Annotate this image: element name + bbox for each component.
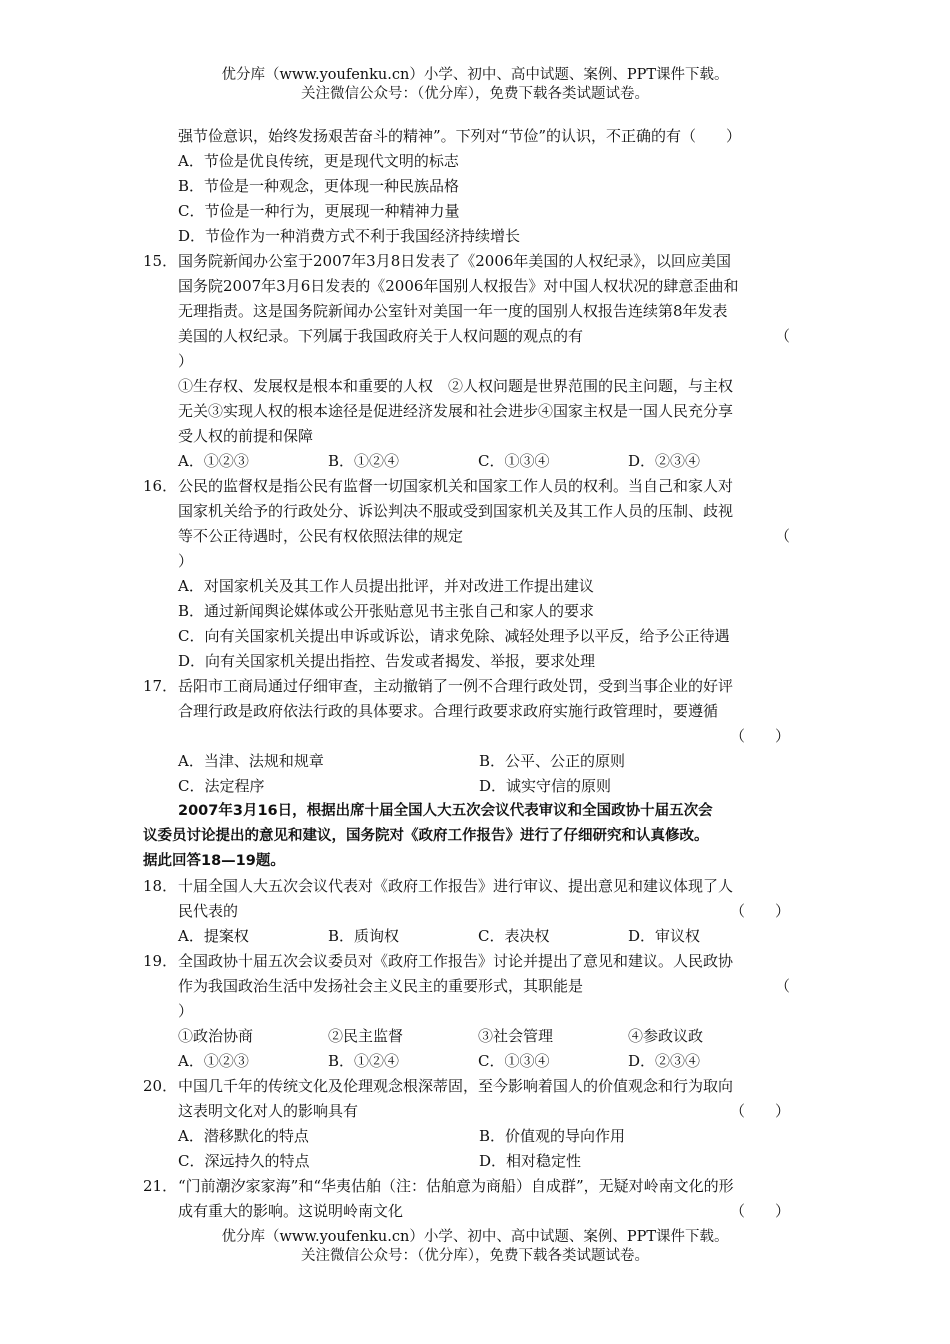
q19-statement: ④参政议政 xyxy=(628,1027,704,1045)
q17-option-a: A．当津、法规和规章 xyxy=(178,752,324,770)
q20-option-d: D．相对稳定性 xyxy=(479,1152,582,1170)
footer-line-1: 优分库（www.youfenku.cn）小学、初中、高中试题、案例、PPT课件下载。 xyxy=(221,1229,729,1245)
q14-option-a: A．节俭是优良传统，更是现代文明的标志 xyxy=(178,152,459,170)
q15-stem-line: 15．国务院新闻办公室于2007年3月8日发表了《2006年美国的人权纪录》，以回应美国 xyxy=(143,249,808,274)
answer-paren: （ ） xyxy=(729,1202,790,1220)
q21-stem-line: 21．“门前潮汐家家海”和“华夷估舶（注：估舶意为商船）自成群”，无疑对岭南文化的形 xyxy=(143,1174,808,1199)
q19-option-b: B．①②④ xyxy=(328,1052,400,1070)
question-number: 19． xyxy=(143,952,178,970)
q20-option-a: A．潜移默化的特点 xyxy=(178,1127,309,1145)
header-line-1: 优分库（www.youfenku.cn）小学、初中、高中试题、案例、PPT课件下载。 xyxy=(221,67,729,83)
page-footer xyxy=(0,1228,950,1266)
q16-stem-line: 等不公正待遇时，公民有权依照法律的规定 （ xyxy=(143,524,808,549)
q15-stem-line: 美国的人权纪录。下列属于我国政府关于人权问题的观点的有 （ xyxy=(143,324,808,349)
question-number: 15． xyxy=(143,252,178,270)
answer-paren: （ ） xyxy=(729,902,790,920)
answer-paren: （ xyxy=(774,327,790,345)
q16-option-d: D．向有关国家机关提出指控、告发或者揭发、举报，要求处理 xyxy=(178,652,596,670)
q17-options-row xyxy=(143,774,808,799)
q16-option-c: C．向有关国家机关提出申诉或诉讼，请求免除、减轻处理予以平反，给予公正待遇 xyxy=(178,627,730,645)
q18-option-a: A．提案权 xyxy=(178,927,249,945)
q18-option-b: B．质询权 xyxy=(328,927,400,945)
q15-stem-line: 国务院2007年3月6日发表的《2006年国别人权报告》对中国人权状况的肆意歪曲和 xyxy=(178,277,739,295)
q20-option-c: C．深远持久的特点 xyxy=(178,1152,310,1170)
material-text: 据此回答18—19题。 xyxy=(143,853,285,869)
q21-stem-line: 成有重大的影响。这说明岭南文化 （ ） xyxy=(143,1199,808,1224)
q17-options-row xyxy=(143,749,808,774)
q15-option-d: D．②③④ xyxy=(628,452,701,470)
q15-option-c: C．①③④ xyxy=(478,452,550,470)
q15-option-a: A．①②③ xyxy=(178,452,249,470)
q17-stem-line: 合理行政是政府依法行政的具体要求。合理行政要求政府实施行政管理时，要遵循 xyxy=(178,702,719,720)
answer-paren: （ ） xyxy=(729,1102,790,1120)
question-number: 20． xyxy=(143,1077,178,1095)
q19-stem-line: 19．全国政协十届五次会议委员对《政府工作报告》讨论并提出了意见和建议。人民政协 xyxy=(143,949,808,974)
q18-option-c: C．表决权 xyxy=(478,927,550,945)
q18-stem-line: 18．十届全国人大五次会议代表对《政府工作报告》进行审议、提出意见和建议体现了人 xyxy=(143,874,808,899)
q17-option-c: C．法定程序 xyxy=(178,777,265,795)
answer-paren: （ xyxy=(774,527,790,545)
material-text: 2007年3月16日，根据出席十届全国人大五次会议代表审议和全国政协十届五次会 xyxy=(178,803,713,819)
q19-option-c: C．①③④ xyxy=(478,1052,550,1070)
q20-options-row xyxy=(143,1149,808,1174)
question-number: 21． xyxy=(143,1177,178,1195)
question-number: 18． xyxy=(143,877,178,895)
q19-statement: ②民主监督 xyxy=(328,1027,404,1045)
q19-option-a: A．①②③ xyxy=(178,1052,249,1070)
q17-option-b: B．公平、公正的原则 xyxy=(479,752,626,770)
q20-options-row xyxy=(143,1124,808,1149)
question-number: 16． xyxy=(143,477,178,495)
q17-paren-line xyxy=(143,724,808,749)
q20-option-b: B．价值观的导向作用 xyxy=(479,1127,626,1145)
q20-stem-line: 20．中国几千年的传统文化及伦理观念根深蒂固，至今影响着国人的价值观念和行为取向 xyxy=(143,1074,808,1099)
q16-stem-line: 国家机关给予的行政处分、诉讼判决不服或受到国家机关及其工作人员的压制、歧视 xyxy=(178,502,734,520)
q15-statement: 受人权的前提和保障 xyxy=(178,427,314,445)
q19-options xyxy=(143,1049,808,1074)
q15-stem-line: 无理指责。这是国务院新闻办公室针对美国一年一度的国别人权报告连续第8年发表 xyxy=(178,302,728,320)
q14-option-b: B．节俭是一种观念，更体现一种民族品格 xyxy=(178,177,460,195)
q19-statement: ①政治协商 xyxy=(178,1027,254,1045)
exam-content xyxy=(143,124,808,1224)
q16-option-b: B．通过新闻舆论媒体或公开张贴意见书主张自己和家人的要求 xyxy=(178,602,595,620)
q14-option-c: C．节俭是一种行为，更展现一种精神力量 xyxy=(178,202,460,220)
header-line-2: 关注微信公众号：（优分库），免费下载各类试题试卷。 xyxy=(301,86,649,102)
q15-statement: ①生存权、发展权是根本和重要的人权 ②人权问题是世界范围的民主问题，与主权 xyxy=(178,377,734,395)
q17-option-d: D．诚实守信的原则 xyxy=(479,777,612,795)
answer-paren-close: ） xyxy=(178,1002,194,1020)
q15-option-b: B．①②④ xyxy=(328,452,400,470)
q19-option-d: D．②③④ xyxy=(628,1052,701,1070)
answer-paren: （ ） xyxy=(729,727,790,745)
q19-statements xyxy=(143,1024,808,1049)
q17-stem-line: 17．岳阳市工商局通过仔细审查，主动撤销了一例不合理行政处罚，受到当事企业的好评 xyxy=(143,674,808,699)
q14-stem: 强节俭意识，始终发扬艰苦奋斗的精神”。下列对“节俭”的认识，不正确的有（ ） xyxy=(178,127,742,145)
q20-stem-line: 这表明文化对人的影响具有 （ ） xyxy=(143,1099,808,1124)
q18-options xyxy=(143,924,808,949)
material-text: 议委员讨论提出的意见和建议，国务院对《政府工作报告》进行了仔细研究和认真修改。 xyxy=(143,828,709,844)
q18-option-d: D．审议权 xyxy=(628,927,701,945)
q19-statement: ③社会管理 xyxy=(478,1027,554,1045)
footer-line-2: 关注微信公众号：（优分库），免费下载各类试题试卷。 xyxy=(301,1248,649,1264)
answer-paren-close: ） xyxy=(178,352,194,370)
answer-paren-close: ） xyxy=(178,552,194,570)
q16-option-a: A．对国家机关及其工作人员提出批评，并对改进工作提出建议 xyxy=(178,577,594,595)
q14-option-d: D．节俭作为一种消费方式不利于我国经济持续增长 xyxy=(178,227,521,245)
q18-stem-line: 民代表的 （ ） xyxy=(143,899,808,924)
answer-paren: （ xyxy=(774,977,790,995)
q16-stem-line: 16．公民的监督权是指公民有监督一切国家机关和国家工作人员的权利。当自己和家人对 xyxy=(143,474,808,499)
q15-statement: 无关③实现人权的根本途径是促进经济发展和社会进步④国家主权是一国人民充分享 xyxy=(178,402,734,420)
q15-options xyxy=(143,449,808,474)
q19-stem-line: 作为我国政治生活中发扬社会主义民主的重要形式，其职能是 （ xyxy=(143,974,808,999)
page-header xyxy=(0,66,950,104)
question-number: 17． xyxy=(143,677,178,695)
